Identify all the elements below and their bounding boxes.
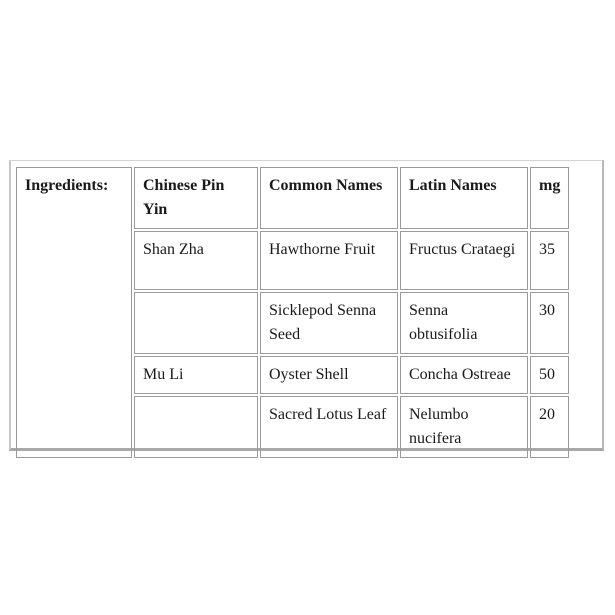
cell-mg: 20 [530, 396, 569, 458]
table-header-row [16, 167, 569, 229]
cell-pinyin [134, 292, 258, 354]
cell-mg: 30 [530, 292, 569, 354]
ingredients-table [14, 165, 571, 460]
header-common-names: Common Names [260, 167, 398, 229]
cell-latin-name: Nelumbo nucifera [400, 396, 528, 458]
header-chinese-pin-yin: Chinese Pin Yin [134, 167, 258, 229]
cell-pinyin [134, 396, 258, 458]
cell-latin-name: Fructus Crataegi [400, 231, 528, 290]
header-latin-names: Latin Names [400, 167, 528, 229]
cell-common-name: Oyster Shell [260, 356, 398, 394]
cell-mg: 50 [530, 356, 569, 394]
cell-pinyin: Mu Li [134, 356, 258, 394]
header-mg: mg [530, 167, 569, 229]
cell-latin-name: Concha Ostreae [400, 356, 528, 394]
cell-mg: 35 [530, 231, 569, 290]
cell-pinyin: Shan Zha [134, 231, 258, 290]
cell-common-name: Sicklepod Senna Seed [260, 292, 398, 354]
cell-common-name: Hawthorne Fruit [260, 231, 398, 290]
cell-common-name: Sacred Lotus Leaf [260, 396, 398, 458]
ingredients-table-frame [9, 160, 604, 451]
cell-latin-name: Senna obtusifolia [400, 292, 528, 354]
ingredients-label: Ingredients: [16, 167, 132, 458]
